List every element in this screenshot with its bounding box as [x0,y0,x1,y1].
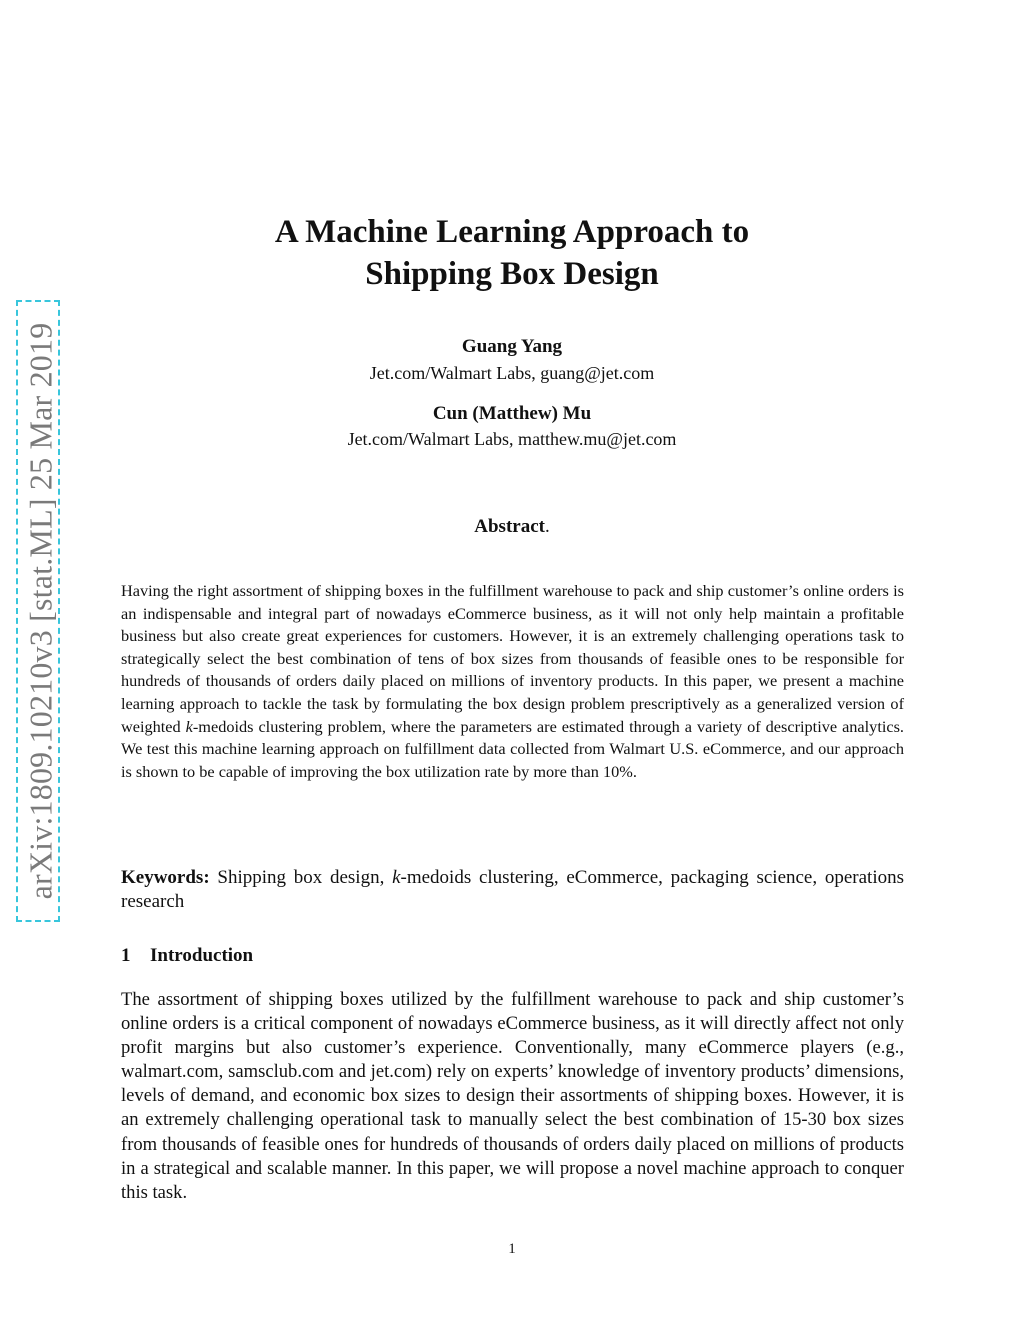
section-number: 1 [121,945,131,966]
introduction-paragraph: The assortment of shipping boxes utilized by the fulfillment warehouse to pack and ship customer’s online orders is a critical component of nowadays eCommerce business, as it will directly affect not only profit margins but also customer’s experience. Conventionally, many eCommerce players (e.g., walmart.com, samsclub.com and jet.com) rely on experts’ knowledge of inventory products’ dimensions, levels of demand, and economic box sizes to design their assortments of shipping boxes. However, it is an extremely challenging operational task to manually select the best combination of 15-30 box sizes from thousands of feasible ones for hundreds of thousands of orders daily placed on millions of products in a strategical and scalable manner. In this paper, we will propose a novel machine approach to conquer this task. [121,989,904,1203]
abstract-heading [120,515,904,539]
keywords-text-part-1: Shipping box design, [209,867,393,888]
title-line-1: A Machine Learning Approach to [274,214,750,250]
abstract-heading-label: Abstract [474,516,545,537]
abstract-text-part-1: Having the right assortment of shipping boxes in the fulfillment warehouse to pack and ship customer’s online orders is an indispensable and integral part of nowadays eCommerce business, as it will not only help maintain a profitable business but also create great experiences for customers. However, it is an extremely challenging operations task to strategically select the best combination of tens of box sizes from thousands of feasible ones to be responsible for hundreds of thousands of orders daily placed on millions of inventory products. In this paper, we present a machine learning approach to tackle the task by formulating the box design problem prescriptively as a generalized version of weighted [121,581,904,736]
abstract-k-symbol: k [185,716,193,736]
author-name-1: Guang Yang [461,336,563,357]
abstract-heading-suffix: . [544,516,550,537]
page-number: 1 [508,1241,516,1257]
title-line-2: Shipping Box Design [365,256,659,292]
keywords-label: Keywords: [121,867,210,888]
abstract-text-part-2: -medoids clustering problem, where the parameters are estimated through a variety of descriptive analytics. We test this machine learning approach on fulfillment data collected from Walmart U.S. eCommerce, and our approach is shown to be capable of improving the box utilization rate by more than 10%. [121,716,905,781]
abstract-text [121,580,904,783]
author-affiliation-2: Jet.com/Walmart Labs, matthew.mu@jet.com [347,429,677,449]
author-affiliation-1: Jet.com/Walmart Labs, guang@jet.com [369,363,655,383]
arxiv-identifier: arXiv:1809.10210v3 [stat.ML] 25 Mar 2019 [22,322,59,900]
keywords-k-symbol: k [392,867,401,888]
section-title: Introduction [150,945,254,966]
keywords [121,866,904,914]
section-heading-introduction [121,944,253,968]
paper-title [120,211,904,295]
keywords-text-part-2: -medoids clustering, eCommerce, packaging science, operations research [121,867,904,912]
author-name-2: Cun (Matthew) Mu [432,403,592,424]
